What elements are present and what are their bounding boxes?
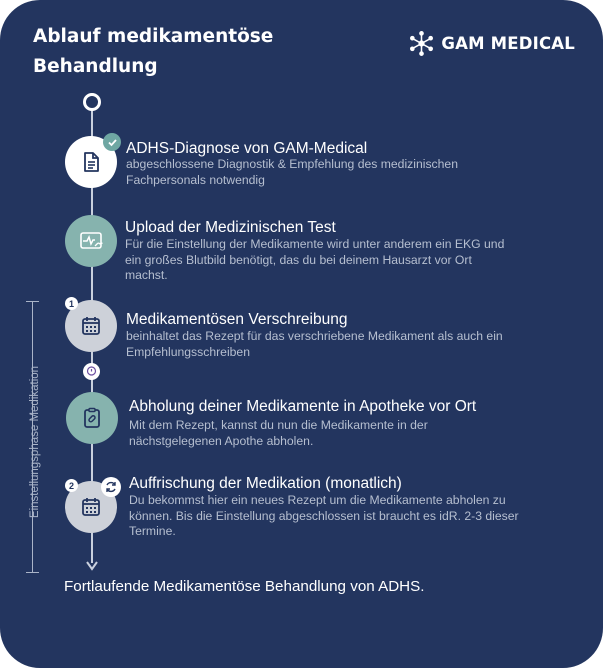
step-3-title: Medikamentösen Verschreibung [126, 311, 348, 328]
calendar-icon [79, 314, 103, 338]
document-icon [79, 150, 103, 174]
phase-bracket-bottom [26, 572, 39, 573]
step-2-title: Upload der Medizinischen Test [125, 219, 336, 236]
heart-monitor-icon [78, 228, 104, 254]
refresh-badge-icon [101, 477, 121, 497]
step-2-icon [65, 215, 117, 267]
brand-logo [408, 30, 575, 57]
calendar-icon [79, 495, 103, 519]
phase-label: Einstellungsphase Medikation [29, 365, 41, 519]
step-4-desc: Mit dem Rezept, kannst du nun die Medikamente in der nächstgelegenen Apothe abholen. [129, 418, 428, 448]
step-5-number: 2 [65, 479, 78, 492]
step-4-title: Abholung deiner Medikamente in Apotheke vor Ort [129, 398, 477, 415]
step-5-title: Auffrischung der Medikation (monatlich) [129, 475, 402, 492]
step-1-desc: abgeschlossene Diagnostik & Empfehlung des medizinischen Fachpersonals notwendig [126, 157, 458, 187]
step-4-icon [66, 392, 118, 444]
brand-name: GAM MEDICAL [441, 34, 575, 53]
step-2-desc: Für die Einstellung der Medikamente wird unter anderem ein EKG und ein großes Blutbild benötigt, das du bei deinem Hausarzt vor Ort machst. [125, 237, 505, 282]
step-3-number: 1 [65, 297, 78, 310]
molecule-icon [408, 30, 435, 57]
check-badge-icon [103, 133, 121, 151]
message-icon [83, 363, 100, 380]
page-title: Ablauf medikamentöse Behandlung [33, 26, 274, 77]
step-3-desc: beinhaltet das Rezept für das verschriebene Medikament als auch ein Empfehlungsschreiben [126, 329, 503, 359]
pill-clipboard-icon [80, 406, 104, 430]
timeline-start-dot [83, 93, 101, 111]
final-step-text: Fortlaufende Medikamentöse Behandlung von ADHS. [64, 578, 425, 595]
step-1-title: ADHS-Diagnose von GAM-Medical [126, 140, 368, 157]
arrow-down-icon [85, 558, 99, 572]
step-5-desc: Du bekommst hier ein neues Rezept um die Medikamente abholen zu können. Bis die Einstellung abgeschlossen ist braucht es idR. 2-3 dieser Termine. [129, 493, 519, 538]
